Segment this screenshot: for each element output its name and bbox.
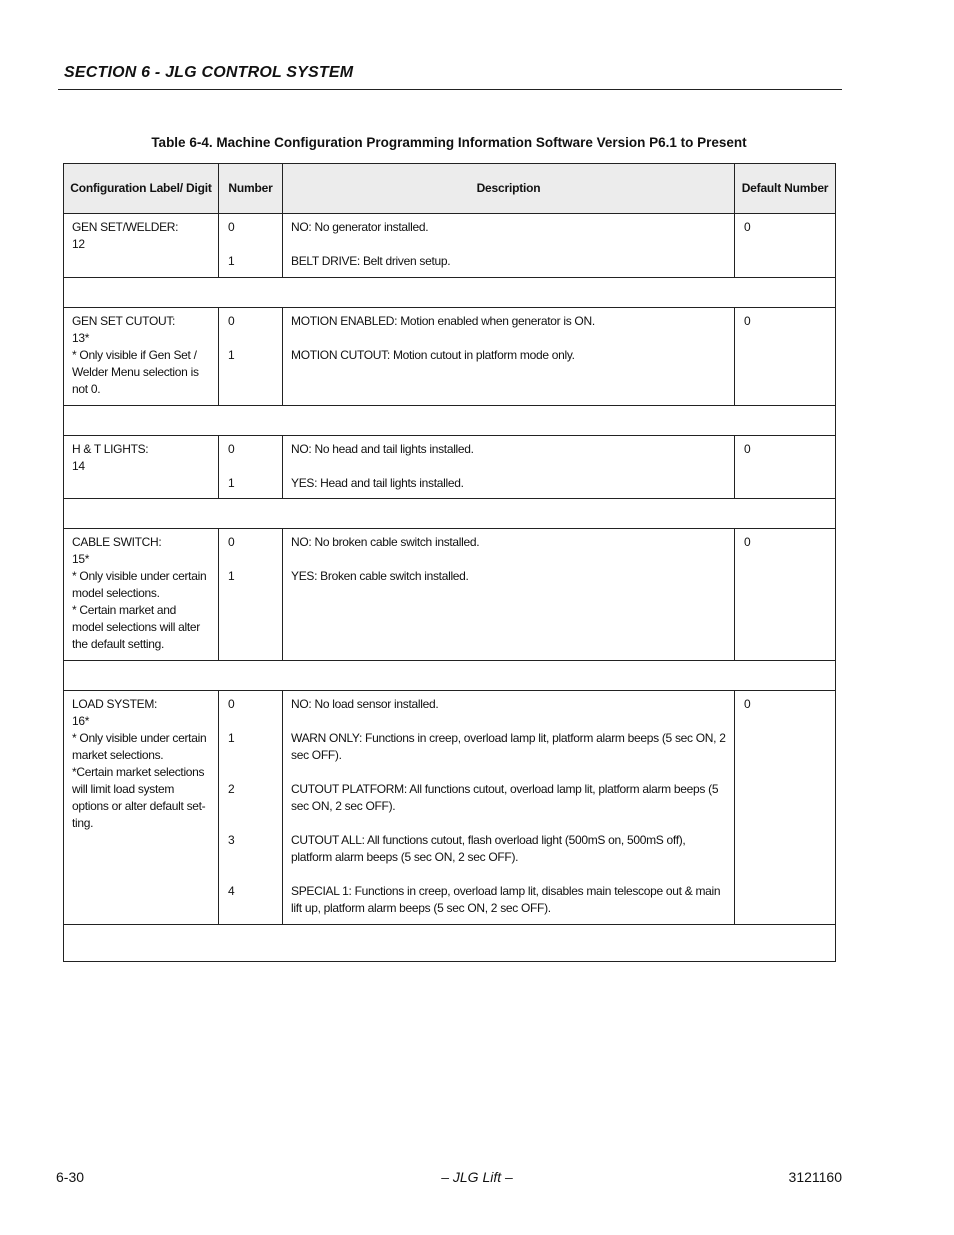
option-description: BELT DRIVE: Belt driven setup.	[291, 254, 451, 268]
config-label-line: GEN SET CUTOUT:	[72, 314, 176, 328]
option-number: 1	[228, 569, 235, 583]
config-note: * Certain market and model selections will alter the default setting.	[72, 603, 200, 651]
option-description: NO: No head and tail lights installed.	[291, 442, 474, 456]
option-description: WARN ONLY: Functions in creep, overload lamp lit, platform alarm beeps (5 sec ON, 2 sec OFF).	[291, 731, 726, 762]
config-label-cell	[64, 529, 219, 661]
option-number: 0	[228, 314, 235, 328]
configuration-table	[63, 163, 836, 962]
separator-row	[64, 278, 836, 308]
default-cell	[735, 691, 836, 925]
option-number: 1	[228, 731, 235, 745]
document-number: 3121160	[788, 1169, 842, 1185]
description-cell	[283, 691, 735, 925]
config-digit: 13*	[72, 331, 90, 345]
column-header-default: Default Number	[735, 164, 836, 214]
default-cell	[735, 436, 836, 499]
config-label-cell	[64, 691, 219, 925]
default-number: 0	[744, 442, 751, 456]
column-header-number: Number	[219, 164, 283, 214]
option-number: 1	[228, 254, 235, 268]
option-description: YES: Broken cable switch installed.	[291, 569, 469, 583]
config-note: *Certain market selections will limit load system options or alter default set- ting.	[72, 765, 206, 830]
default-number: 0	[744, 314, 751, 328]
option-description: MOTION ENABLED: Motion enabled when generator is ON.	[291, 314, 595, 328]
separator-row	[64, 406, 836, 436]
config-digit: 12	[72, 237, 85, 251]
option-number: 1	[228, 476, 235, 490]
config-label-line: GEN SET/WELDER:	[72, 220, 179, 234]
config-label-line: LOAD SYSTEM:	[72, 697, 158, 711]
table-row	[64, 529, 836, 661]
description-cell	[283, 529, 735, 661]
config-digit: 15*	[72, 552, 90, 566]
config-label-line: CABLE SWITCH:	[72, 535, 162, 549]
config-note: * Only visible under certain model selections.	[72, 569, 207, 600]
option-description: MOTION CUTOUT: Motion cutout in platform mode only.	[291, 348, 575, 362]
footer-brand: – JLG Lift –	[441, 1169, 513, 1185]
option-number: 1	[228, 348, 235, 362]
separator-row	[64, 661, 836, 691]
table-row	[64, 436, 836, 499]
option-number: 0	[228, 220, 235, 234]
option-description: SPECIAL 1: Functions in creep, overload lamp lit, disables main telescope out & main lift up, platform alarm beeps (5 sec ON, 2 sec OFF).	[291, 884, 721, 915]
default-number: 0	[744, 697, 751, 711]
option-number: 0	[228, 535, 235, 549]
default-number: 0	[744, 220, 751, 234]
page-number: 6-30	[56, 1169, 85, 1185]
default-cell	[735, 308, 836, 406]
option-description: YES: Head and tail lights installed.	[291, 476, 464, 490]
number-cell	[219, 691, 283, 925]
separator-row	[64, 925, 836, 962]
config-label-cell	[64, 308, 219, 406]
description-cell	[283, 214, 735, 278]
config-label-line: H & T LIGHTS:	[72, 442, 149, 456]
section-title: SECTION 6 - JLG CONTROL SYSTEM	[64, 64, 354, 81]
option-number: 0	[228, 442, 235, 456]
config-digit: 16*	[72, 714, 90, 728]
table-row	[64, 214, 836, 278]
column-header-label: Configuration Label/ Digit	[64, 164, 219, 214]
option-number: 0	[228, 697, 235, 711]
number-cell	[219, 436, 283, 499]
number-cell	[219, 308, 283, 406]
number-cell	[219, 214, 283, 278]
table-header-row	[64, 164, 836, 214]
default-cell	[735, 529, 836, 661]
description-cell	[283, 436, 735, 499]
option-description: CUTOUT ALL: All functions cutout, flash overload light (500mS on, 500mS off), platform alarm beeps (5 sec ON, 2 sec OFF).	[291, 833, 686, 864]
config-label-cell	[64, 436, 219, 499]
number-cell	[219, 529, 283, 661]
config-note: * Only visible under certain market selections.	[72, 731, 207, 762]
option-number: 4	[228, 884, 235, 898]
description-cell	[283, 308, 735, 406]
separator-row	[64, 499, 836, 529]
default-cell	[735, 214, 836, 278]
config-label-cell	[64, 214, 219, 278]
section-divider	[58, 89, 842, 90]
column-header-description: Description	[283, 164, 735, 214]
option-description: NO: No load sensor installed.	[291, 697, 439, 711]
config-note: * Only visible if Gen Set / Welder Menu selection is not 0.	[72, 348, 199, 396]
table-row	[64, 308, 836, 406]
option-description: CUTOUT PLATFORM: All functions cutout, overload lamp lit, platform alarm beeps (5 sec ON, 2 sec OFF).	[291, 782, 719, 813]
default-number: 0	[744, 535, 751, 549]
option-description: NO: No broken cable switch installed.	[291, 535, 480, 549]
config-digit: 14	[72, 459, 85, 473]
option-number: 2	[228, 782, 235, 796]
option-description: NO: No generator installed.	[291, 220, 429, 234]
table-row	[64, 691, 836, 925]
option-number: 3	[228, 833, 235, 847]
table-caption: Table 6-4. Machine Configuration Programming Information Software Version P6.1 to Present	[151, 135, 747, 150]
